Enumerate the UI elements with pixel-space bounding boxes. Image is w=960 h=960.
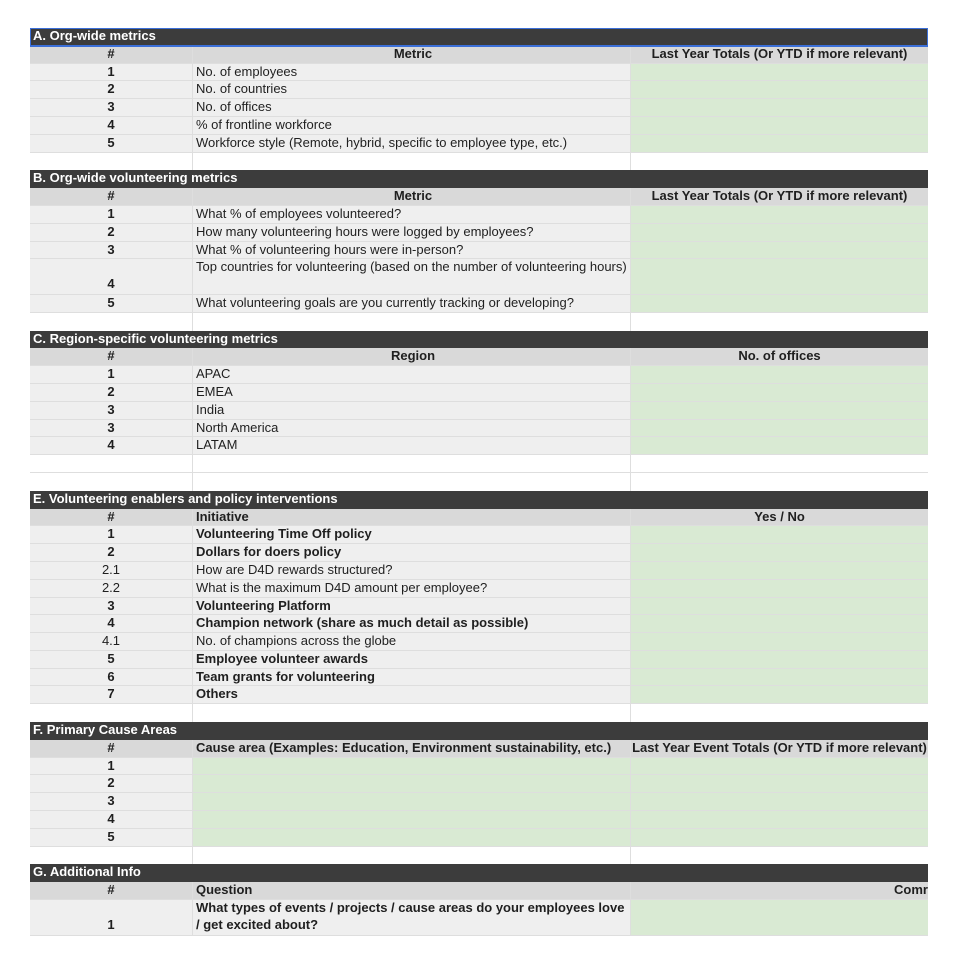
section-g-header-row (30, 864, 928, 882)
column-header-row (30, 509, 928, 527)
input-cell[interactable] (631, 669, 928, 686)
table-row (30, 64, 928, 82)
table-row (30, 384, 928, 402)
table-row (30, 580, 928, 598)
row-number-cell[interactable]: 1 (30, 64, 193, 81)
header-cell-num[interactable]: # (30, 348, 193, 365)
table-row (30, 366, 928, 384)
row-number-cell[interactable]: 6 (30, 669, 193, 686)
metric-cell[interactable]: No. of employees (193, 64, 631, 81)
empty-cell[interactable] (193, 473, 631, 491)
row-number-cell[interactable]: 3 (30, 99, 193, 116)
metric-cell[interactable]: What % of employees volunteered? (193, 206, 631, 223)
empty-cell[interactable] (631, 847, 928, 865)
input-cell[interactable] (631, 402, 928, 419)
header-cell-num[interactable]: # (30, 46, 193, 63)
table-row (30, 544, 928, 562)
row-number-cell[interactable]: 1 (30, 206, 193, 223)
row-number-cell[interactable]: 4.1 (30, 633, 193, 650)
table-row (30, 598, 928, 616)
table-row (30, 758, 928, 776)
row-number-cell[interactable]: 4 (30, 437, 193, 454)
input-cell[interactable] (631, 793, 928, 810)
section-title-g[interactable]: G. Additional Info (30, 864, 928, 882)
column-header-row (30, 46, 928, 64)
row-number-cell[interactable]: 3 (30, 242, 193, 259)
table-row (30, 81, 928, 99)
row-number-cell[interactable]: 3 (30, 793, 193, 810)
input-cell[interactable] (631, 242, 928, 259)
input-cell[interactable] (631, 580, 928, 597)
table-row (30, 99, 928, 117)
initiative-cell[interactable]: Others (193, 686, 631, 703)
table-row (30, 224, 928, 242)
header-cell-region[interactable]: Region (193, 348, 631, 365)
header-cell-num[interactable]: # (30, 740, 193, 757)
input-cell[interactable] (631, 81, 928, 98)
row-number-cell[interactable]: 4 (30, 117, 193, 134)
row-number-cell[interactable]: 2.1 (30, 562, 193, 579)
section-title-e[interactable]: E. Volunteering enablers and policy interventions (30, 491, 928, 509)
region-cell[interactable]: India (193, 402, 631, 419)
row-number-cell[interactable]: 2 (30, 544, 193, 561)
empty-cell[interactable] (631, 455, 928, 472)
initiative-cell[interactable]: No. of champions across the globe (193, 633, 631, 650)
input-cell[interactable] (631, 64, 928, 81)
input-cell[interactable] (631, 651, 928, 668)
input-cell[interactable] (631, 295, 928, 312)
row-number-cell[interactable]: 7 (30, 686, 193, 703)
table-row (30, 526, 928, 544)
input-cell[interactable] (631, 775, 928, 792)
empty-row (30, 704, 928, 722)
header-cell-num[interactable]: # (30, 188, 193, 205)
metric-cell[interactable]: What % of volunteering hours were in-person? (193, 242, 631, 259)
column-header-row (30, 740, 928, 758)
row-number-cell[interactable]: 4 (30, 615, 193, 632)
empty-cell[interactable] (30, 455, 193, 472)
header-cell-event-totals[interactable]: Last Year Event Totals (Or YTD if more relevant) (632, 739, 927, 755)
row-number-cell[interactable]: 5 (30, 135, 193, 152)
spreadsheet-grid (30, 28, 928, 936)
input-cell[interactable] (631, 224, 928, 241)
initiative-cell[interactable]: Team grants for volunteering (193, 669, 631, 686)
section-f-header-row (30, 722, 928, 740)
input-cell[interactable] (193, 758, 631, 775)
row-number-cell[interactable]: 3 (30, 402, 193, 419)
initiative-cell[interactable]: Employee volunteer awards (193, 651, 631, 668)
input-cell[interactable] (193, 829, 631, 846)
header-cell-num[interactable]: # (30, 509, 193, 526)
header-cell-metric[interactable]: Metric (193, 46, 631, 63)
input-cell[interactable] (631, 829, 928, 846)
input-cell[interactable] (631, 99, 928, 116)
header-cell-metric[interactable]: Metric (193, 188, 631, 205)
metric-cell[interactable]: What volunteering goals are you currently tracking or developing? (193, 295, 631, 312)
input-cell[interactable] (631, 544, 928, 561)
initiative-cell[interactable]: Volunteering Platform (193, 598, 631, 615)
initiative-cell[interactable]: Volunteering Time Off policy (193, 526, 631, 543)
initiative-cell[interactable]: Dollars for doers policy (193, 544, 631, 561)
row-number-cell[interactable]: 5 (30, 295, 193, 312)
table-row (30, 900, 928, 936)
empty-cell[interactable] (193, 455, 631, 472)
header-cell-cause-area[interactable]: Cause area (Examples: Education, Environment sustainability, etc.) (193, 740, 631, 757)
header-cell-comments[interactable]: Comr (631, 882, 928, 899)
table-row (30, 686, 928, 704)
input-cell[interactable] (631, 526, 928, 543)
table-row (30, 562, 928, 580)
row-number-cell[interactable]: 1 (30, 758, 193, 775)
input-cell[interactable] (631, 259, 928, 294)
header-cell-num[interactable]: # (30, 882, 193, 899)
input-cell[interactable] (631, 206, 928, 223)
row-number-cell[interactable]: 5 (30, 651, 193, 668)
input-cell[interactable] (631, 633, 928, 650)
row-number-cell[interactable]: 2 (30, 81, 193, 98)
table-row (30, 775, 928, 793)
empty-cell[interactable] (631, 313, 928, 331)
question-cell[interactable]: What types of events / projects / cause areas do your employees love / get excited about? (193, 900, 631, 935)
input-cell[interactable] (631, 758, 928, 775)
row-number-cell[interactable]: 3 (30, 420, 193, 437)
input-cell[interactable] (631, 366, 928, 383)
section-b-header-row (30, 170, 928, 188)
header-cell-totals[interactable]: Last Year Totals (Or YTD if more relevant) (631, 188, 928, 205)
empty-cell[interactable] (193, 153, 631, 171)
metric-cell[interactable]: % of frontline workforce (193, 117, 631, 134)
empty-row (30, 153, 928, 171)
input-cell[interactable] (193, 811, 631, 828)
header-cell-yes-no[interactable]: Yes / No (631, 509, 928, 526)
empty-cell[interactable] (30, 473, 193, 491)
table-row (30, 420, 928, 438)
row-number-cell[interactable]: 4 (30, 811, 193, 828)
empty-row (30, 313, 928, 331)
empty-cell[interactable] (193, 704, 631, 722)
header-cell-question[interactable]: Question (193, 882, 631, 899)
section-title-a[interactable]: A. Org-wide metrics (30, 28, 928, 46)
column-header-row (30, 882, 928, 900)
table-row (30, 669, 928, 687)
section-c-header-row (30, 331, 928, 349)
table-row (30, 206, 928, 224)
empty-cell[interactable] (30, 313, 193, 331)
empty-cell[interactable] (631, 473, 928, 491)
row-number-cell[interactable]: 1 (30, 366, 193, 383)
section-a-header-row (30, 28, 928, 46)
table-row (30, 259, 928, 295)
table-row (30, 615, 928, 633)
column-header-row (30, 348, 928, 366)
row-number-cell[interactable]: 2.2 (30, 580, 193, 597)
row-number-cell[interactable]: 1 (30, 526, 193, 543)
metric-cell[interactable]: No. of offices (193, 99, 631, 116)
header-cell-initiative[interactable]: Initiative (193, 509, 631, 526)
input-cell[interactable] (193, 793, 631, 810)
table-row (30, 242, 928, 260)
row-number-cell[interactable]: 2 (30, 224, 193, 241)
header-cell-totals[interactable]: Last Year Totals (Or YTD if more relevant) (631, 46, 928, 63)
input-cell[interactable] (631, 562, 928, 579)
empty-row (30, 847, 928, 865)
input-cell[interactable] (631, 384, 928, 401)
table-row (30, 651, 928, 669)
table-row (30, 402, 928, 420)
input-cell[interactable] (631, 437, 928, 454)
initiative-cell[interactable]: Champion network (share as much detail as possible) (193, 615, 631, 632)
table-row (30, 135, 928, 153)
input-cell[interactable] (631, 811, 928, 828)
table-row (30, 829, 928, 847)
input-cell[interactable] (631, 135, 928, 152)
section-title-c[interactable]: C. Region-specific volunteering metrics (30, 331, 928, 349)
row-number-cell[interactable]: 2 (30, 775, 193, 792)
empty-cell[interactable] (30, 847, 193, 865)
metric-cell[interactable]: Top countries for volunteering (based on the number of volunteering hours) (193, 259, 631, 294)
initiative-cell[interactable]: How are D4D rewards structured? (193, 562, 631, 579)
input-cell[interactable] (631, 420, 928, 437)
metric-cell[interactable]: How many volunteering hours were logged by employees? (193, 224, 631, 241)
row-number-cell[interactable]: 3 (30, 598, 193, 615)
table-row (30, 811, 928, 829)
initiative-cell[interactable]: What is the maximum D4D amount per employee? (193, 580, 631, 597)
row-number-cell[interactable]: 5 (30, 829, 193, 846)
empty-cell[interactable] (193, 847, 631, 865)
section-e-header-row (30, 491, 928, 509)
metric-cell[interactable]: No. of countries (193, 81, 631, 98)
row-number-cell[interactable]: 2 (30, 384, 193, 401)
empty-row (30, 473, 928, 491)
table-row (30, 117, 928, 135)
empty-cell[interactable] (631, 704, 928, 722)
section-title-b[interactable]: B. Org-wide volunteering metrics (30, 170, 928, 188)
empty-cell[interactable] (193, 313, 631, 331)
input-cell[interactable] (631, 117, 928, 134)
empty-row (30, 455, 928, 473)
empty-cell[interactable] (30, 153, 193, 171)
column-header-row (30, 188, 928, 206)
table-row (30, 793, 928, 811)
region-cell[interactable]: North America (193, 420, 631, 437)
header-cell-offices[interactable]: No. of offices (631, 348, 928, 365)
table-row (30, 437, 928, 455)
region-cell[interactable]: LATAM (193, 437, 631, 454)
row-number-cell[interactable]: 4 (30, 259, 193, 294)
metric-cell[interactable]: Workforce style (Remote, hybrid, specific to employee type, etc.) (193, 135, 631, 152)
table-row (30, 633, 928, 651)
region-cell[interactable]: APAC (193, 366, 631, 383)
input-cell[interactable] (193, 775, 631, 792)
input-cell[interactable] (631, 686, 928, 703)
input-cell[interactable] (631, 598, 928, 615)
row-number-cell[interactable]: 1 (30, 900, 193, 935)
section-title-f[interactable]: F. Primary Cause Areas (30, 722, 928, 740)
input-cell[interactable] (631, 615, 928, 632)
empty-cell[interactable] (30, 704, 193, 722)
region-cell[interactable]: EMEA (193, 384, 631, 401)
input-cell[interactable] (631, 900, 928, 935)
table-row (30, 295, 928, 313)
empty-cell[interactable] (631, 153, 928, 171)
